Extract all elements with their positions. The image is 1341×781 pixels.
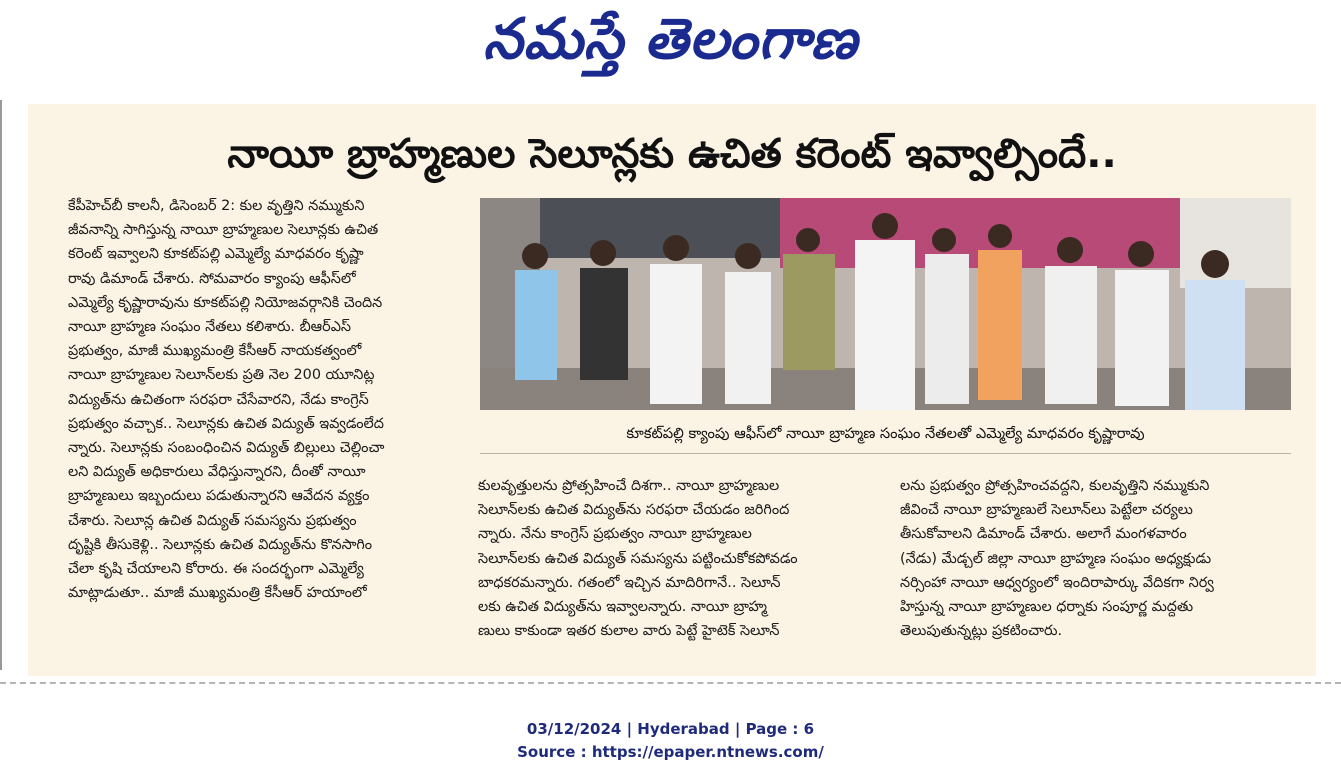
article-column-3 [900,474,1295,643]
article-text-line: బ్రాహ్మణులు ఇబ్బందులు పడుతున్నారని ఆవేదన వ్యక్తం [68,488,370,505]
footer-date-edition: 03/12/2024 | Hyderabad | Page : 6 [526,720,815,738]
article-text-line: సెలూన్‌లకు ఉచిత విద్యుత్‌ సమస్యను పట్టించుకోకపోవడం [478,550,798,567]
photo-caption: కూకట్‌పల్లి క్యాంపు ఆఫీస్‌లో నాయీ బ్రాహ్మణ సంఘం నేతలతో ఎమ్మెల్యే మాధవరం కృష్ణారావు [626,425,1145,442]
article-text-line: న్నారు. సెలూన్లకు సంబంధించిన విద్యుత్‌ బిల్లులు చెల్లించా [68,440,385,457]
article-text-line: సెలూన్‌లకు ఉచిత విద్యుత్‌ను సరఫరా చేయడం జరిగింద [478,502,790,519]
article-text-line: ప్రభుత్వం వచ్చాక.. సెలూన్లకు ఉచిత విద్యుత్‌ ఇవ్వడంలేద [68,415,384,432]
article-text-line: ప్రభుత్వం, మాజీ ముఖ్యమంత్రి కేసీఆర్‌ నాయకత్వంలో [68,343,362,360]
article-column-2 [478,474,873,643]
caption-divider [480,453,1291,454]
article-text-line: జీవనాన్ని సాగిస్తున్న నాయీ బ్రాహ్మణుల సెలూన్లకు ఉచిత [68,222,379,239]
article-text-line: లకు ఉచిత విద్యుత్‌ను ఇవ్వాలన్నారు. నాయీ బ్రాహ్మ [478,599,768,616]
newspaper-masthead: నమస్తే తెలంగాణ [483,7,858,72]
article-text-line: నాయీ బ్రాహ్మణుల సెలూన్‌లకు ప్రతి నెల 200 యూనిట్ల [68,367,375,384]
article-text-line: చేశారు. సెలూన్ల ఉచిత విద్యుత్‌ సమస్యను ప్రభుత్వం [68,512,357,529]
left-margin-rule [0,100,2,670]
article-text-line: నాయీ బ్రాహ్మణ సంఘం నేతలు కలిశారు. బీఆర్‌ఎస్‌ [68,319,352,336]
article-text-line: కరెంట్‌ ఇవ్వాలని కూకట్‌పల్లి ఎమ్మెల్యే మాధవరం కృష్ణా [68,246,364,263]
article-text-line: చేలా కృషి చేయాలని కోరారు. ఈ సందర్భంగా ఎమ్మెల్యే [68,561,364,578]
article-text-line: హిస్తున్న నాయీ బ్రాహ్మణుల ధర్నాకు సంపూర్ణ మద్దతు [900,599,1194,616]
news-clipping [28,104,1316,676]
article-text-line: బాధకరమన్నారు. గతంలో ఇచ్చిన మాదిరిగానే.. సెలూన్‌ [478,574,781,591]
article-text-line: లని విద్యుత్‌ అధికారులు వేధిస్తున్నారని, దీంతో నాయీ [68,464,366,481]
article-text-line: ఎమ్మెల్యే కృష్ణారావును కూకట్‌పల్లి నియోజవర్గానికి చెందిన [68,294,383,311]
article-text-line: తీసుకోవాలని డిమాండ్‌ చేశారు. అలాగే మంగళవారం [900,526,1187,543]
article-text-line: (నేడు) మేడ్చల్‌ జిల్లా నాయీ బ్రాహ్మణ సంఘం అధ్యక్షుడు [900,550,1212,567]
article-text-line: జీవించే నాయీ బ్రాహ్మణులే సెలూన్‌లు పెట్టేలా చర్యలు [900,502,1193,519]
group-photo-image [480,198,1291,410]
article-text-line: కులవృత్తులను ప్రోత్సహించే దిశగా.. నాయీ బ్రాహ్మణుల [478,478,780,494]
article-text-line: లను ప్రభుత్వం ప్రోత్సహించవద్దని, కులవృత్తిని నమ్ముకుని [900,478,1210,494]
article-text-line: కేపీహెచ్‌బీ కాలనీ, డిసెంబర్‌ 2: కుల వృత్తిని నమ్ముకుని [68,198,365,214]
article-text-line: తెలుపుతున్నట్లు ప్రకటించారు. [900,623,1063,640]
page-bottom-divider [0,682,1341,684]
article-text-line: నర్సింహా నాయీ ఆధ్వర్యంలో ఇందిరాపార్కు వేదికగా నిర్వ [900,574,1214,591]
article-text-line: దృష్టికి తీసుకెళ్లి.. సెలూన్లకు ఉచిత విద్యుత్‌ను కొనసాగిం [68,536,373,553]
article-photo [480,198,1291,410]
article-text-line: ణులు కాకుండా ఇతర కులాల వారు పెట్టే హైటెక్‌ సెలూన్‌ [478,623,780,640]
article-text-line: రావు డిమాండ్‌ చేశారు. సోమవారం క్యాంపు ఆఫీస్‌లో [68,270,356,287]
article-headline: నాయీ బ్రాహ్మణుల సెలూన్లకు ఉచిత కరెంట్‌ ఇవ్వాల్సిందే.. [227,131,1117,177]
article-text-line: న్నారు. నేను కాంగ్రెస్‌ ప్రభుత్వం నాయీ బ్రాహ్మణుల [478,526,752,543]
article-column-1 [68,194,476,605]
article-text-line: మాట్లాడుతూ.. మాజీ ముఖ్యమంత్రి కేసీఆర్‌ హయాంలో [68,585,367,602]
article-text-line: విద్యుత్‌ను ఉచితంగా సరఫరా చేసేవారని, నేడు కాంగ్రెస్‌ [68,391,369,408]
footer-source: Source : https://epaper.ntnews.com/ [517,743,824,761]
